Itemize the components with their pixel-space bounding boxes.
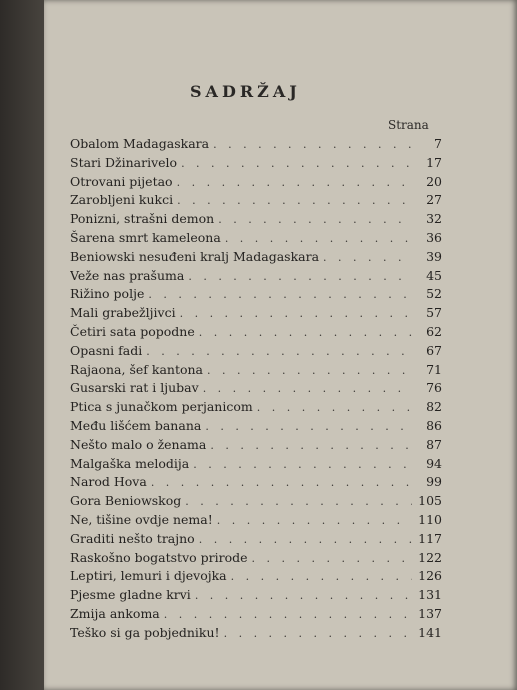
list-item	[70, 512, 442, 531]
table-of-contents	[70, 136, 442, 644]
list-item	[70, 493, 442, 512]
page-number: 36	[426, 229, 442, 245]
chapter-title: Beniowski nesuđeni kralj Madagaskara	[70, 248, 320, 264]
page-column-label: Strana	[388, 118, 429, 132]
leader-dots	[177, 194, 412, 207]
chapter-title: Četiri sata popodne	[70, 323, 195, 339]
chapter-title: Teško si ga pobjedniku!	[70, 624, 220, 640]
list-item	[70, 211, 442, 230]
chapter-title: Rižino polje	[70, 286, 145, 302]
page-number: 131	[418, 587, 442, 603]
leader-dots	[217, 514, 412, 527]
leader-dots	[199, 326, 412, 339]
page-number: 20	[426, 173, 442, 189]
list-item	[70, 380, 442, 399]
page-number: 86	[426, 417, 442, 433]
list-item	[70, 136, 442, 155]
chapter-title: Leptiri, lemuri i djevojka	[70, 568, 227, 584]
chapter-title: Ptica s junačkom perjanicom	[70, 399, 253, 415]
chapter-title: Pjesme gladne krvi	[70, 587, 191, 603]
page-number: 99	[426, 474, 442, 490]
list-item	[70, 268, 442, 287]
chapter-title: Narod Hova	[70, 474, 147, 490]
chapter-title: Zarobljeni kukci	[70, 192, 174, 208]
chapter-title: Otrovani pijetao	[70, 173, 173, 189]
leader-dots	[210, 439, 412, 452]
page-number: 32	[426, 211, 442, 227]
chapter-title: Raskošno bogatstvo prirode	[70, 549, 248, 565]
leader-dots	[180, 307, 412, 320]
page-number: 76	[426, 380, 442, 396]
page-number: 141	[418, 624, 442, 640]
list-item	[70, 606, 442, 625]
page-number: 39	[426, 248, 442, 264]
leader-dots	[225, 232, 412, 245]
list-item	[70, 324, 442, 343]
leader-dots	[257, 401, 412, 414]
leader-dots	[207, 364, 412, 377]
page-number: 110	[418, 511, 442, 527]
list-item	[70, 625, 442, 644]
leader-dots	[231, 570, 412, 583]
leader-dots	[177, 176, 412, 189]
chapter-title: Gora Beniowskog	[70, 493, 182, 509]
page-number: 94	[426, 455, 442, 471]
list-item	[70, 155, 442, 174]
page-number: 52	[426, 286, 442, 302]
leader-dots	[323, 251, 412, 264]
leader-dots	[199, 533, 412, 546]
leader-dots	[195, 589, 412, 602]
chapter-title: Mali grabežljivci	[70, 305, 176, 321]
list-item	[70, 249, 442, 268]
leader-dots	[151, 476, 412, 489]
page-number: 82	[426, 399, 442, 415]
leader-dots	[188, 270, 412, 283]
chapter-title: Nešto malo o ženama	[70, 436, 207, 452]
leader-dots	[148, 288, 412, 301]
list-item	[70, 418, 442, 437]
page-number: 7	[434, 136, 442, 151]
chapter-title: Zmija ankoma	[70, 605, 160, 621]
leader-dots	[203, 382, 412, 395]
leader-dots	[224, 627, 412, 640]
leader-dots	[218, 213, 412, 226]
chapter-title: Među lišćem banana	[70, 417, 202, 433]
page-number: 67	[426, 342, 442, 358]
list-item	[70, 399, 442, 418]
chapter-title: Šarena smrt kameleona	[70, 229, 221, 245]
page-number: 57	[426, 305, 442, 321]
page-number: 87	[426, 436, 442, 452]
list-item	[70, 192, 442, 211]
chapter-title: Gusarski rat i ljubav	[70, 380, 199, 396]
page-number: 122	[418, 549, 442, 565]
page-number: 105	[418, 493, 442, 509]
page-number: 45	[426, 267, 442, 283]
list-item	[70, 456, 442, 475]
list-item	[70, 531, 442, 550]
list-item	[70, 437, 442, 456]
page-number: 117	[418, 530, 442, 546]
chapter-title: Ne, tišine ovdje nema!	[70, 511, 213, 527]
list-item	[70, 286, 442, 305]
page-number: 27	[426, 192, 442, 208]
list-item	[70, 474, 442, 493]
leader-dots	[185, 495, 412, 508]
page-number: 126	[418, 568, 442, 584]
leader-dots	[205, 420, 412, 433]
book-edge-shadow	[0, 0, 48, 690]
leader-dots	[252, 552, 412, 565]
page-title: SADRŽAJ	[190, 82, 301, 101]
chapter-title: Stari Džinarivelo	[70, 154, 178, 170]
page-number: 62	[426, 323, 442, 339]
list-item	[70, 343, 442, 362]
leader-dots	[164, 608, 412, 621]
chapter-title: Veže nas prašuma	[70, 267, 185, 283]
list-item	[70, 587, 442, 606]
leader-dots	[213, 138, 412, 151]
chapter-title: Obalom Madagaskara	[70, 136, 210, 151]
list-item	[70, 174, 442, 193]
list-item	[70, 362, 442, 381]
list-item	[70, 305, 442, 324]
page-number: 17	[426, 154, 442, 170]
list-item	[70, 230, 442, 249]
page-number: 71	[426, 361, 442, 377]
leader-dots	[181, 157, 412, 170]
chapter-title: Malgaška melodija	[70, 455, 190, 471]
page-number: 137	[418, 605, 442, 621]
list-item	[70, 568, 442, 587]
chapter-title: Opasni fadi	[70, 342, 143, 358]
leader-dots	[146, 345, 412, 358]
chapter-title: Ponizni, strašni demon	[70, 211, 215, 227]
list-item	[70, 550, 442, 569]
chapter-title: Rajaona, šef kantona	[70, 361, 203, 377]
chapter-title: Graditi nešto trajno	[70, 530, 195, 546]
leader-dots	[193, 458, 412, 471]
